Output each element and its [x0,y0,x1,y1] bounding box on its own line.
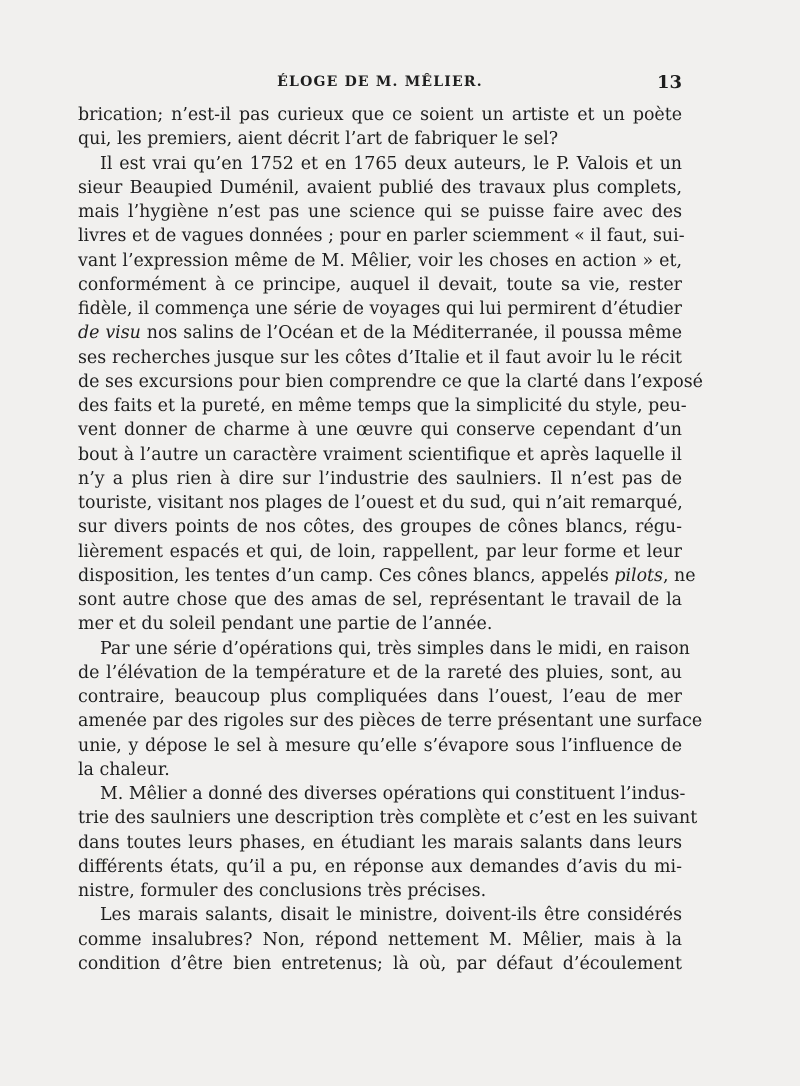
text-run: , ne [662,565,696,586]
text-line: brication; n’est-il pas curieux que ce soient un artiste et un poète [78,105,682,125]
text-line: ses recherches jusque sur les côtes d’Italie et il faut avoir lu le récit [78,347,682,368]
running-title: ÉLOGE DE M. MÊLIER. [277,74,483,90]
text-run: disposition, les tentes d’un camp. Ces cônes blancs, appelés [78,565,615,586]
text-line: nistre, formuler des conclusions très précises. [78,881,487,901]
text-line: sur divers points de nos côtes, des groupes de cônes blancs, régu- [78,517,682,538]
text-line: n’y a plus rien à dire sur l’industrie des saulniers. Il n’est pas de [78,468,682,489]
text-line: unie, y dépose le sel à mesure qu’elle s’évapore sous l’influence de [78,735,682,756]
text-line [78,564,696,588]
text-line: livres et de vagues données ; pour en parler sciemment « il faut, sui- [78,226,685,247]
text-line: conformément à ce principe, auquel il devait, toute sa vie, rester [78,274,682,295]
text-line: M. Mêlier a donné des diverses opérations qui constituent l’indus- [100,784,686,804]
text-line: comme insalubres? Non, répond nettement M. Mêlier, mais à la [78,929,682,950]
text-line: des faits et la pureté, en même temps que la simplicité du style, peu- [78,396,687,416]
text-line: mer et du soleil pendant une partie de l’année. [78,614,493,635]
text-line: vant l’expression même de M. Mêlier, voir les choses en action » et, [78,250,682,271]
text-line: sieur Beaupied Duménil, avaient publié des travaux plus complets, [78,177,682,198]
text-run: nos salins de l’Océan et de la Méditerranée, il poussa même [140,323,682,344]
italic-term: de visu [78,323,141,344]
text-line [78,321,682,345]
text-line: vent donner de charme à une œuvre qui conserve cependant d’un [78,420,682,441]
text-line: mais l’hygiène n’est pas une science qui se puisse faire avec des [78,202,682,222]
text-line: sont autre chose que des amas de sel, représentant le travail de la [78,590,682,610]
text-line: qui, les premiers, aient décrit l’art de fabriquer le sel? [78,129,559,150]
text-line: amenée par des rigoles sur des pièces de terre présentant une surface [78,711,703,732]
text-line: fidèle, il commença une série de voyages qui lui permirent d’étudier [78,299,682,319]
text-line: de l’élévation de la température et de la rareté des pluies, sont, au [78,662,682,683]
text-line: trie des saulniers une description très complète et c’est en les suivant [78,808,698,829]
page-header [78,72,682,96]
italic-term: pilots [614,565,663,586]
page-number: 13 [656,72,682,93]
text-line: Il est vrai qu’en 1752 et en 1765 deux auteurs, le P. Valois et un [100,153,682,174]
text-line: dans toutes leurs phases, en étudiant les marais salants dans leurs [78,832,682,853]
text-line: Les marais salants, disait le ministre, doivent-ils être considérés [100,905,682,926]
text-line: Par une série d’opérations qui, très simples dans le midi, en raison [100,638,690,659]
text-line: de ses excursions pour bien comprendre ce que la clarté dans l’exposé [78,371,703,392]
text-line: bout à l’autre un caractère vraiment scientifique et après laquelle il [78,444,682,465]
text-line: lièrement espacés et qui, de loin, rappellent, par leur forme et leur [78,541,682,562]
text-line: contraire, beaucoup plus compliquées dans l’ouest, l’eau de mer [78,687,682,707]
text-line: touriste, visitant nos plages de l’ouest et du sud, qui n’ait remarqué, [78,493,683,513]
text-line: la chaleur. [78,759,170,780]
body-text [78,103,703,976]
text-line: condition d’être bien entretenus; là où, par défaut d’écoulement [78,953,682,974]
text-line: différents états, qu’il a pu, en réponse aux demandes d’avis du mi- [78,856,682,877]
